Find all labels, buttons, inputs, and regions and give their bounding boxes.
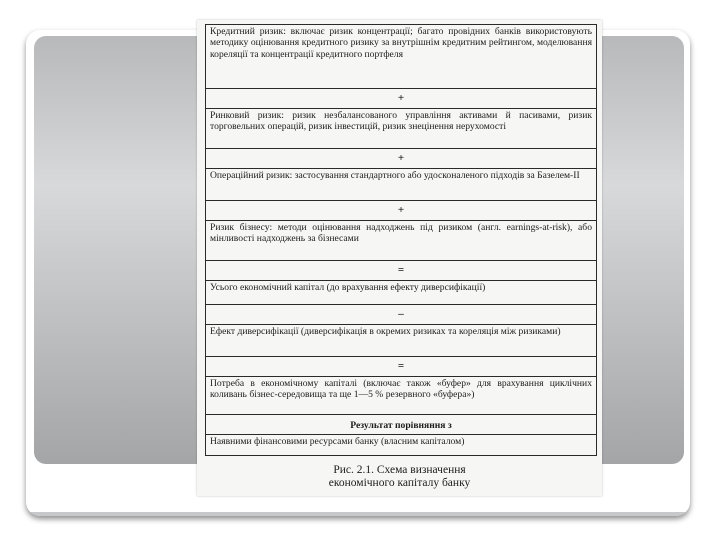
schema-operator: + [206, 149, 596, 169]
schema-heading: Результат порівняння з [206, 415, 596, 435]
scanned-page [197, 20, 602, 496]
schema-operator: + [206, 201, 596, 221]
schema-box: Операційний ризик: застосування стандартного або удосконаленого підходів за Базелем-II [206, 169, 596, 201]
figure-caption [197, 464, 602, 490]
schema-box: Кредитний ризик: включає ризик концентрації; багато провідних банків використовують методику оцінювання кредитного ризику за внутрішнім кредитним рейтингом, моделювання кореляції та концентрації кредитного портфеля [206, 25, 596, 89]
capital-schema [205, 24, 597, 456]
schema-box: Потреба в економічному капіталі (включає також «буфер» для врахування циклічних коливань бізнес-середовища та ще 1—5 % резервного «буфера») [206, 377, 596, 415]
schema-operator: = [206, 357, 596, 377]
caption-line-2: економічного капіталу банку [328, 477, 471, 489]
schema-operator: + [206, 89, 596, 109]
schema-box: Ризик бізнесу: методи оцінювання надходжень під ризиком (англ. earnings-at-risk), або мінливості надходжень за бізнесами [206, 221, 596, 261]
schema-box: Ринковий ризик: ризик незбалансованого управління активами й пасивами, ризик торговельних операцій, ризик інвестицій, ризик знецінення нерухомості [206, 109, 596, 149]
schema-operator: – [206, 305, 596, 325]
schema-box: Ефект диверсифікації (диверсифікація в окремих ризиках та кореляція між ризиками) [206, 325, 596, 357]
schema-box: Наявними фінансовими ресурсами банку (власним капіталом) [210, 436, 465, 447]
schema-box: Усього економічний капітал (до врахування ефекту диверсифікації) [206, 281, 596, 305]
caption-line-1: Рис. 2.1. Схема визначення [333, 464, 466, 476]
schema-operator: = [206, 261, 596, 281]
slide-bottom-rule [26, 512, 690, 516]
